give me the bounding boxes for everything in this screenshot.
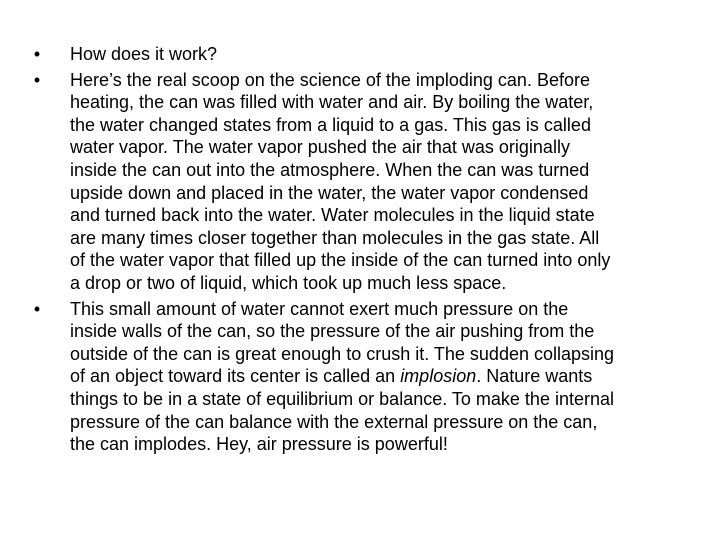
bullet-text-line: things to be in a state of equilibrium or balance. To make the internal (70, 388, 614, 409)
bullet-text-line: a drop or two of liquid, which took up much less space. (70, 272, 507, 293)
bullet-text-line: upside down and placed in the water, the water vapor condensed (70, 182, 589, 203)
bullet-text-line: heating, the can was filled with water and air. By boiling the water, (70, 92, 594, 113)
bullet-text-line-implosion (70, 365, 690, 388)
text-segment: . Nature wants (476, 366, 593, 387)
bullet-text-line: Here’s the real scoop on the science of the imploding can. Before (70, 69, 590, 90)
bullet-icon: • (33, 69, 41, 90)
bullet-list (30, 43, 690, 459)
bullet-item-question (30, 43, 690, 66)
bullet-icon: • (33, 298, 41, 319)
bullet-text-line: are many times closer together than molecules in the gas state. All (70, 227, 600, 248)
bullet-text-line: How does it work? (70, 44, 218, 64)
implosion-term: implosion (400, 366, 477, 387)
bullet-text-line: inside the can out into the atmosphere. When the can was turned (70, 159, 590, 180)
bullet-text-line: outside of the can is great enough to crush it. The sudden collapsing (70, 343, 615, 364)
bullet-item-pressure (30, 298, 690, 456)
bullet-text-line: inside walls of the can, so the pressure of the air pushing from the (70, 321, 595, 342)
bullet-icon: • (33, 44, 41, 64)
bullet-text-line: pressure of the can balance with the external pressure on the can, (70, 411, 598, 432)
bullet-text-line: the can implodes. Hey, air pressure is powerful! (70, 434, 448, 455)
text-segment: of an object toward its center is called an (70, 366, 401, 387)
bullet-text-line: This small amount of water cannot exert much pressure on the (70, 298, 569, 319)
bullet-text-line: the water changed states from a liquid to a gas. This gas is called (70, 114, 591, 135)
bullet-item-explanation (30, 69, 690, 295)
bullet-text-line: water vapor. The water vapor pushed the air that was originally (70, 137, 570, 158)
bullet-text-line: of the water vapor that filled up the inside of the can turned into only (70, 250, 611, 271)
bullet-text-line: and turned back into the water. Water molecules in the liquid state (70, 205, 595, 226)
